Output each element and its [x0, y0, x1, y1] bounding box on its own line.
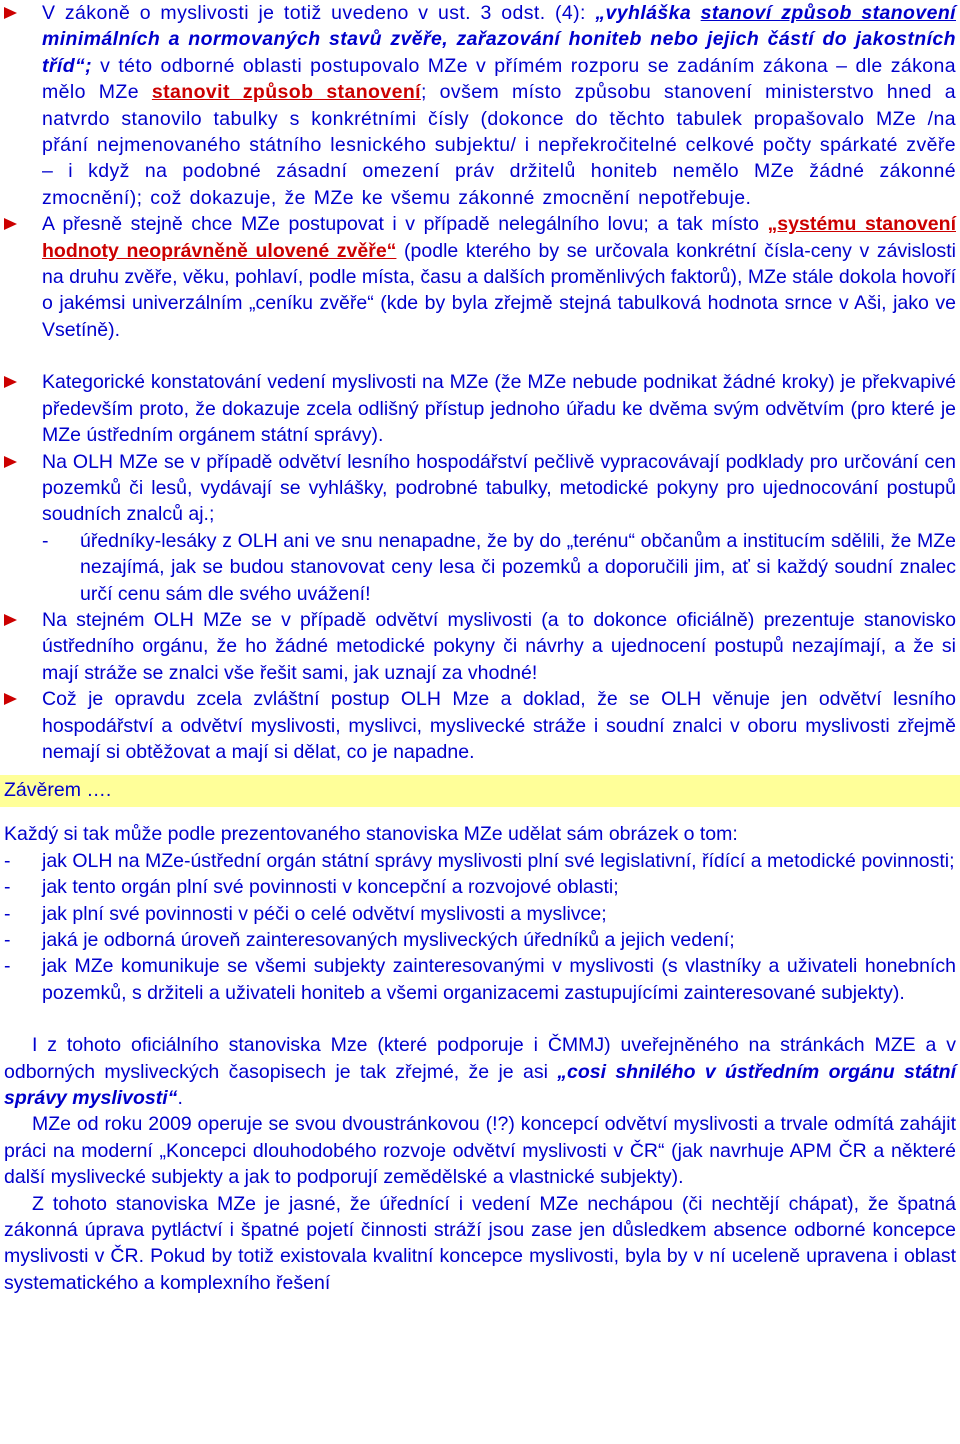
red-arrow-bullet-icon: [4, 7, 17, 19]
bullet-strange-procedure: Což je opravdu zcela zvláštní postup OLH Mze a doklad, že se OLH věnuje jen odvětví lesního hospodářství a odvětví myslivosti, myslivci, myslivecké stráže i soudní znalci v oboru myslivosti zřejmě nemají si obtěžovat a mají si dělat, co je napadne.: [4, 686, 956, 765]
red-highlight-text: stanovit způsob stanovení: [151, 81, 421, 104]
conclusion-intro: Každý si tak může podle prezentovaného stanoviska MZe udělat sám obrázek o tom:: [4, 823, 738, 846]
dash-subitem: - úředníky-lesáky z OLH ani ve snu nenapadne, že by do „terénu“ občanům a institucím sdělili, že MZe nezajímá, jak se budou stanovovat ceny lesa či pozemků a doporučili jim, ať si každý soudní znalec určí cenu sám dle svého uvážení!: [42, 529, 956, 605]
list-item: - jak OLH na MZe-ústřední orgán státní správy myslivosti plní své legislativní, řídící a metodické povinnosti;: [4, 849, 955, 872]
red-arrow-bullet-icon: [4, 218, 17, 230]
bullet-olh-hunting: Na stejném OLH MZe se v případě odvětví myslivosti (a to dokonce oficiálně) prezentuje stanovisko ústředního orgánu, že ho žádné metodické pokyny či návrhy a ujednocení postupů nezajímají, a že si mají stráže se znalci vše řešit sami, jak uznají za vhodné!: [4, 607, 956, 686]
bullet-olh-forestry: Na OLH MZe se v případě odvětví lesního hospodářství pečlivě vypracovávají podklady pro určování cen pozemků či lesů, vydávají se vyhlášky, podrobné tabulky, metodické pokyny pro ujednocování postupů soudních znalců aj.;: [4, 449, 956, 528]
paragraph-final: Z tohoto stanoviska MZe je jasné, že úřednící i vedení MZe nechápou (či nechtějí chápat), že špatná zákonná úprava pytláctví i špatné pojetí činnosti stráží jsou zase jen důsledkem absence odborné koncepce myslivosti v ČR. Pokud by totiž existovala kvalitní koncepce myslivosti, byla by v ní uceleně upravena i oblast systematického a komplexního řešení: [4, 1192, 956, 1294]
red-arrow-bullet-icon: [4, 456, 17, 468]
paragraph-rotten: I z tohoto oficiálního stanoviska Mze (které podporuje i ČMMJ) uveřejněného na stránkách MZE a v odborných mysliveckých časopisech je tak zřejmé, že je asi „cosi shnilého v ústředním orgánu státní správy myslivosti“.: [4, 1034, 956, 1110]
bullet-categorical-statement: Kategorické konstatování vedení myslivosti na MZe (že MZe nebude podnikat žádné kroky) je překvapivé především proto, že dokazuje zcela odlišný přístup jednoho úřadu ke dvěma svým odvětvím (pro které je MZe ústředním orgánem státní správy).: [4, 369, 956, 448]
bullet-illegal-hunting: A přesně stejně chce MZe postupovat i v případě nelegálního lovu; a tak místo „systému stanovení hodnoty neoprávněně ulovené zvěře“ (podle kterého by se určovala konkrétní čísla-ceny v závislosti na druhu zvěře, věku, pohlaví, podle místa, času a dalších proměnlivých faktorů), MZe stále dokola hovoří o jakémsi univerzálním „ceníku zvěře“ (kde by byla zřejmě stejná tabulková hodnota srnce v Aši, jako ve Vsetíně).: [4, 211, 956, 343]
list-item: - jak plní své povinnosti v péči o celé odvětví myslivosti a myslivce;: [4, 902, 607, 925]
red-highlight-text: „systému stanovení hodnoty neoprávněně ulovené zvěře“: [42, 213, 956, 262]
red-arrow-bullet-icon: [4, 693, 17, 705]
paragraph-concept-2009: MZe od roku 2009 operuje se svou dvoustránkovou (!?) koncepcí odvětví myslivosti a trvale odmítá zahájit práci na moderní „Koncepci dlouhodobého rozvoje odvětví myslivosti v ČR“ (jak navrhuje APM ČR a některé další myslivecké subjekty a jak to podporují zemědělské a vlastnické subjekty).: [4, 1113, 956, 1189]
bullet-law-paragraph: V zákoně o myslivosti je totiž uvedeno v ust. 3 odst. (4): „vyhláška stanoví způsob stanovení minimálních a normovaných stavů zvěře, zařazování honiteb nebo jejich částí do jakostních tříd“; v této odborné oblasti postupovalo MZe v přímém rozporu se zadáním zákona – dle zákona mělo MZe stanovit způsob stanovení; ovšem místo způsobu stanovení ministerstvo hned a natvrdo stanovilo tabulky s konkrétními čísly (dokonce do těchto tabulek propašovalo MZe /na přání nejmenovaného státního lesnického subjektu/ i nepřekročitelné celkové počty spárkaté zvěře – i když na podobné zásadní omezení práv držitelů honiteb nemělo MZe žádné zákonné zmocnění); což dokazuje, že MZe ke všemu zákonné zmocnění nepotřebuje.: [4, 0, 956, 211]
list-item: - jak MZe komunikuje se všemi subjekty zainteresovanými v myslivosti (s vlastníky a uživateli honebních pozemků, s držiteli a uživateli honiteb a všemi organizacemi zastupujícími zainteresované subjekty).: [4, 955, 956, 1004]
list-item: - jaká je odborná úroveň zainteresovaných mysliveckých úředníků a jejich vedení;: [4, 929, 735, 951]
red-arrow-bullet-icon: [4, 614, 17, 626]
section-heading-conclusion: Závěrem ….: [0, 775, 960, 807]
list-item: - jak tento orgán plní své povinnosti v koncepční a rozvojové oblasti;: [4, 876, 619, 899]
red-arrow-bullet-icon: [4, 376, 17, 388]
